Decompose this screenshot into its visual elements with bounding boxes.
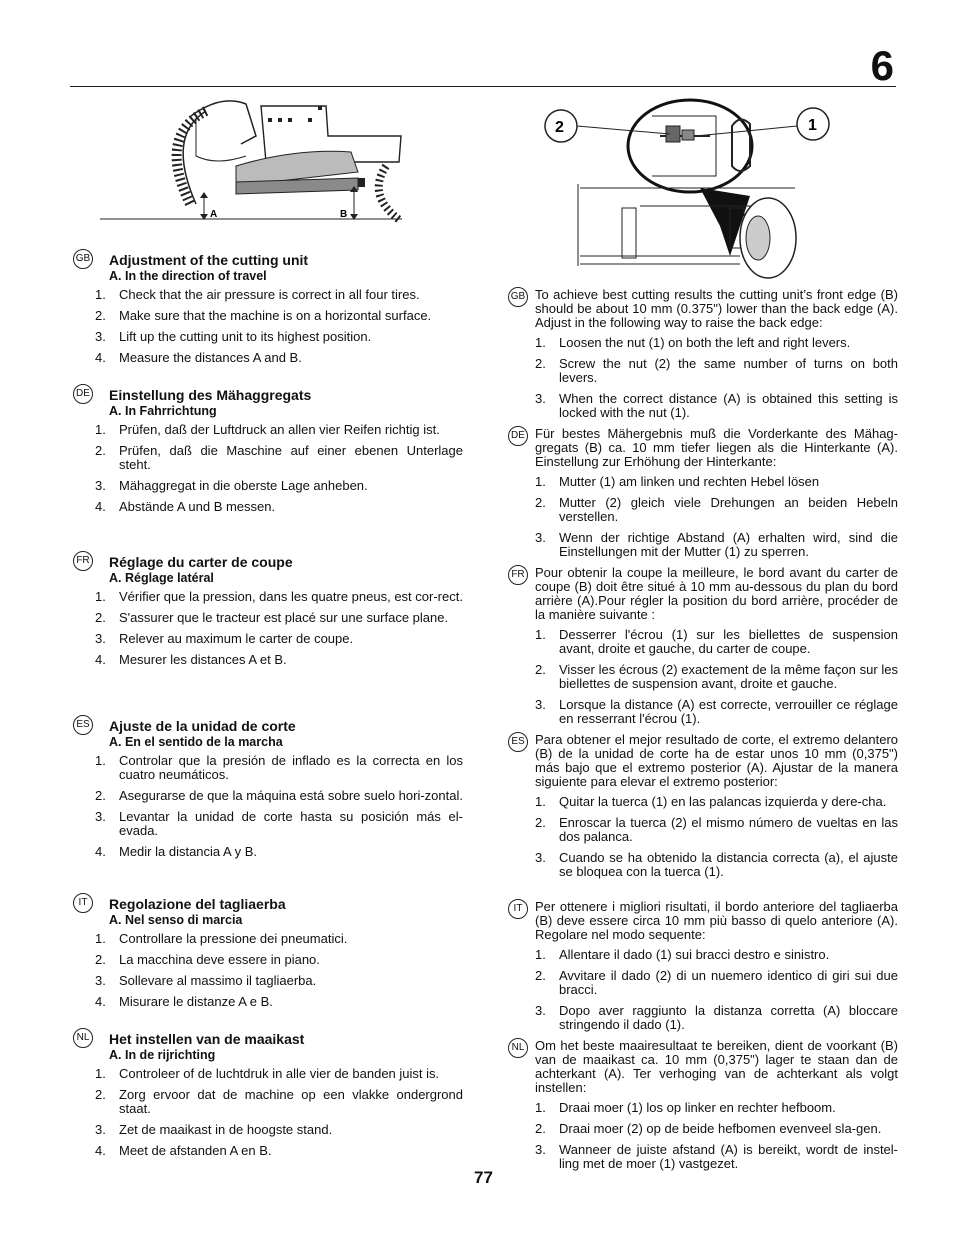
- list-item: [95, 1088, 463, 1116]
- step-text: Wanneer de juiste afstand (A) is bereikt, wordt de instel-ling met de moer (1) vastgezet.: [559, 1142, 898, 1171]
- step-text: When the correct distance (A) is obtained this setting is locked with the nut (1).: [559, 391, 898, 420]
- language-badge: NL: [73, 1028, 93, 1048]
- section-left-nl: [76, 1031, 463, 1165]
- step-number: 2.: [95, 1087, 106, 1102]
- list-item: [535, 496, 898, 524]
- list-item: [535, 392, 898, 420]
- section-right-es: [511, 732, 898, 886]
- section-subtitle: A. In the direction of travel: [109, 269, 267, 283]
- list-item: [535, 628, 898, 656]
- step-list: [535, 1101, 898, 1171]
- language-badge: ES: [73, 715, 93, 735]
- step-text: Zet de maaikast in de hoogste stand.: [119, 1122, 333, 1137]
- list-item: [95, 974, 463, 988]
- step-text: Dopo aver raggiunto la distanza corretta (A) bloccare stringendo il dado (1).: [559, 1003, 898, 1032]
- label-a: A: [210, 209, 218, 220]
- step-number: 1.: [95, 753, 106, 768]
- step-text: Measure the distances A and B.: [119, 350, 302, 365]
- language-badge: IT: [73, 893, 93, 913]
- step-text: Levantar la unidad de corte hasta su posición más el-evada.: [119, 809, 463, 838]
- language-badge: DE: [73, 384, 93, 404]
- list-item: [95, 845, 463, 859]
- language-badge: GB: [73, 249, 93, 269]
- chapter-number: 6: [870, 42, 894, 89]
- section-right-it: [513, 899, 898, 1039]
- step-text: Asegurarse de que la máquina está sobre suelo hori-zontal.: [119, 788, 463, 803]
- header-rule: [70, 86, 896, 87]
- step-number: 1.: [95, 589, 106, 604]
- list-item: [535, 357, 898, 385]
- list-item: [95, 1123, 463, 1137]
- step-text: Allentare il dado (1) sui bracci destro e sinistro.: [559, 947, 830, 962]
- step-number: 1.: [95, 422, 106, 437]
- list-item: [95, 479, 463, 493]
- step-number: 4.: [95, 844, 106, 859]
- section-left-fr: [76, 554, 463, 674]
- list-item: [95, 611, 463, 625]
- list-item: [535, 1101, 898, 1115]
- language-badge: FR: [508, 565, 528, 585]
- list-item: [535, 663, 898, 691]
- step-list: [535, 628, 898, 726]
- step-number: 3.: [95, 1122, 106, 1137]
- list-item: [535, 698, 898, 726]
- section-intro: Om het beste maairesultaat te bereiken, dient de voorkant (B) van de maaikast ca. 10 mm (0,375") lager te staan dan de achterkant (A). Ter verhoging van de achterkant als volgt instellen:: [535, 1038, 898, 1095]
- section-right-gb: [510, 287, 898, 427]
- step-text: Check that the air pressure is correct in all four tires.: [119, 287, 420, 302]
- step-list: [535, 475, 898, 559]
- list-item: [95, 423, 463, 437]
- step-number: 1.: [535, 794, 546, 809]
- list-item: [95, 754, 463, 782]
- step-number: 2.: [95, 308, 106, 323]
- step-text: Make sure that the machine is on a horizontal surface.: [119, 308, 432, 323]
- language-badge: FR: [73, 551, 93, 571]
- step-number: 3.: [535, 530, 546, 545]
- step-text: Prüfen, daß die Maschine auf einer ebenen Unterlage steht.: [119, 443, 463, 472]
- section-subtitle: A. En el sentido de la marcha: [109, 735, 283, 749]
- step-number: 2.: [95, 788, 106, 803]
- list-item: [95, 288, 463, 302]
- step-text: Mutter (2) gleich viele Drehungen an beiden Hebeln verstellen.: [559, 495, 898, 524]
- list-item: [95, 932, 463, 946]
- section-intro: Pour obtenir la coupe la meilleure, le bord avant du carter de coupe (B) doit être situé à 10 mm au-dessous du plan du bord arrière (A).Pour régler la position du bord arrière, procéder de la manière suivante :: [535, 565, 898, 622]
- step-number: 2.: [535, 815, 546, 830]
- list-item: [95, 351, 463, 365]
- step-number: 1.: [95, 287, 106, 302]
- step-text: Mesurer les distances A et B.: [119, 652, 287, 667]
- step-number: 3.: [535, 391, 546, 406]
- callout-2: 2: [555, 119, 564, 136]
- section-intro: Para obtener el mejor resultado de corte, el extremo delantero (B) de la unidad de corte ha de estar unos 10 mm (0,375") más bajo que el extremo posterior (A). Ajustar de la manera siguiente para elevar el extremo posterior:: [535, 732, 898, 789]
- language-badge: NL: [508, 1038, 528, 1058]
- list-item: [535, 336, 898, 350]
- step-number: 1.: [535, 1100, 546, 1115]
- list-item: [95, 1067, 463, 1081]
- section-subtitle: A. Réglage latéral: [109, 571, 214, 585]
- step-text: Draai moer (1) los op linker en rechter hefboom.: [559, 1100, 836, 1115]
- step-number: 3.: [535, 850, 546, 865]
- list-item: [535, 1122, 898, 1136]
- step-list: [535, 795, 898, 879]
- step-number: 1.: [535, 335, 546, 350]
- list-item: [95, 590, 463, 604]
- section-title: Einstellung des Mähaggregats: [109, 387, 312, 403]
- step-text: Screw the nut (2) the same number of turns on both levers.: [559, 356, 898, 385]
- list-item: [535, 948, 898, 962]
- list-item: [535, 851, 898, 879]
- step-text: Loosen the nut (1) on both the left and right levers.: [559, 335, 851, 350]
- step-list: [95, 932, 463, 1009]
- step-list: [535, 336, 898, 420]
- section-title: Adjustment of the cutting unit: [109, 252, 309, 268]
- section-intro: Per ottenere i migliori risultati, il bordo anteriore del tagliaerba (B) deve essere circa 10 mm più basso di quelo anteriore (A). Regolare nel modo sequente:: [535, 899, 898, 942]
- list-item: [535, 816, 898, 844]
- list-item: [95, 810, 463, 838]
- step-number: 4.: [95, 499, 106, 514]
- step-number: 1.: [535, 474, 546, 489]
- step-number: 3.: [95, 329, 106, 344]
- list-item: [535, 1143, 898, 1171]
- step-text: Mutter (1) am linken und rechten Hebel lösen: [559, 474, 820, 489]
- list-item: [535, 475, 898, 489]
- step-text: Prüfen, daß der Luftdruck an allen vier Reifen richtig ist.: [119, 422, 440, 437]
- step-list: [95, 590, 463, 667]
- step-text: Cuando se ha obtenido la distancia correcta (a), el ajuste se bloquea con la tuerca (1).: [559, 850, 898, 879]
- list-item: [95, 995, 463, 1009]
- step-text: Quitar la tuerca (1) en las palancas izquierda y dere-cha.: [559, 794, 887, 809]
- step-text: Controllare la pressione dei pneumatici.: [119, 931, 348, 946]
- list-item: [95, 330, 463, 344]
- step-number: 3.: [535, 697, 546, 712]
- step-number: 2.: [95, 610, 106, 625]
- figure-linkage-detail: [540, 96, 870, 286]
- list-item: [95, 789, 463, 803]
- language-badge: IT: [508, 899, 528, 919]
- step-number: 1.: [535, 627, 546, 642]
- list-item: [95, 309, 463, 323]
- step-number: 2.: [535, 662, 546, 677]
- section-subtitle: A. Nel senso di marcia: [109, 913, 243, 927]
- section-subtitle: A. In de rijrichting: [109, 1048, 216, 1062]
- step-text: Desserrer l'écrou (1) sur les biellettes de suspension avant, droite et gauche, du carter de coupe.: [559, 627, 898, 656]
- step-number: 1.: [95, 1066, 106, 1081]
- step-number: 1.: [535, 947, 546, 962]
- step-text: Meet de afstanden A en B.: [119, 1143, 272, 1158]
- list-item: [95, 1144, 463, 1158]
- section-right-de: [511, 426, 898, 566]
- mower-side-illustration: [96, 96, 406, 236]
- section-left-de: [76, 387, 463, 521]
- step-number: 3.: [95, 631, 106, 646]
- step-number: 4.: [95, 652, 106, 667]
- list-item: [535, 531, 898, 559]
- section-left-gb: [75, 252, 463, 372]
- step-number: 2.: [535, 495, 546, 510]
- step-number: 3.: [95, 809, 106, 824]
- linkage-illustration: [540, 96, 870, 286]
- step-text: Visser les écrous (2) exactement de la même façon sur les biellettes de suspension avant, droite et gauche.: [559, 662, 898, 691]
- step-number: 2.: [95, 952, 106, 967]
- step-text: S'assurer que le tracteur est placé sur une surface plane.: [119, 610, 449, 625]
- step-text: Enroscar la tuerca (2) el mismo número de vueltas en las dos palanca.: [559, 815, 898, 844]
- step-text: Lift up the cutting unit to its highest position.: [119, 329, 372, 344]
- step-text: Mähaggregat in die oberste Lage anheben.: [119, 478, 368, 493]
- label-b: B: [340, 209, 348, 220]
- list-item: [95, 953, 463, 967]
- step-text: Zorg ervoor dat de machine op een vlakke ondergrond staat.: [119, 1087, 463, 1116]
- list-item: [535, 795, 898, 809]
- step-number: 3.: [535, 1142, 546, 1157]
- step-text: Controlar que la presión de inflado es la correcta en los cuatro neumáticos.: [119, 753, 463, 782]
- step-number: 2.: [535, 1121, 546, 1136]
- step-number: 3.: [95, 973, 106, 988]
- step-text: Misurare le distanze A e B.: [119, 994, 273, 1009]
- figure-side-view: [96, 96, 406, 236]
- list-item: [95, 500, 463, 514]
- callout-1: 1: [808, 117, 817, 134]
- step-list: [95, 1067, 463, 1158]
- step-number: 4.: [95, 350, 106, 365]
- step-number: 2.: [95, 443, 106, 458]
- section-intro: Für bestes Mähergebnis muß die Vorderkante des Mähag-gregats (B) ca. 10 mm tiefer liegen als die Hinterkante (A). Einstellung zur Erhöhung der Hinterkante:: [535, 426, 898, 469]
- step-list: [95, 288, 463, 365]
- section-intro: To achieve best cutting results the cutting unit’s front edge (B) should be about 10 mm (0.375") lower than the back edge (A). Adjust in the following way to raise the back edge:: [535, 287, 898, 330]
- list-item: [95, 653, 463, 667]
- section-title: Ajuste de la unidad de corte: [109, 718, 296, 734]
- step-number: 1.: [95, 931, 106, 946]
- section-left-es: [76, 718, 463, 866]
- step-number: 3.: [535, 1003, 546, 1018]
- step-text: Controleer of de luchtdruk in alle vier de banden juist is.: [119, 1066, 440, 1081]
- section-title: Regolazione del tagliaerba: [109, 896, 286, 912]
- list-item: [95, 632, 463, 646]
- section-left-it: [78, 896, 463, 1016]
- language-badge: GB: [508, 287, 528, 307]
- step-text: Relever au maximum le carter de coupe.: [119, 631, 354, 646]
- step-number: 2.: [535, 356, 546, 371]
- list-item: [535, 1004, 898, 1032]
- step-text: Abstände A und B messen.: [119, 499, 276, 514]
- step-number: 2.: [535, 968, 546, 983]
- step-list: [95, 754, 463, 859]
- step-list: [95, 423, 463, 514]
- section-right-nl: [511, 1038, 898, 1178]
- step-list: [535, 948, 898, 1032]
- step-text: Draai moer (2) op de beide hefbomen evenveel sla-gen.: [559, 1121, 882, 1136]
- step-number: 3.: [95, 478, 106, 493]
- section-title: Het instellen van de maaikast: [109, 1031, 305, 1047]
- step-text: Lorsque la distance (A) est correcte, verrouiller ce réglage en resserrant l'écrou (1).: [559, 697, 898, 726]
- step-text: Vérifier que la pression, dans les quatre pneus, est cor-rect.: [119, 589, 463, 604]
- step-number: 4.: [95, 994, 106, 1009]
- step-text: Medir la distancia A y B.: [119, 844, 258, 859]
- step-text: Avvitare il dado (2) di un nuemero identico di giri sui due bracci.: [559, 968, 898, 997]
- step-text: Wenn der richtige Abstand (A) erhalten wird, sind die Einstellungen mit der Mutter (1) zu sperren.: [559, 530, 898, 559]
- language-badge: ES: [508, 732, 528, 752]
- step-text: La macchina deve essere in piano.: [119, 952, 320, 967]
- language-badge: DE: [508, 426, 528, 446]
- section-right-fr: [511, 565, 898, 733]
- list-item: [95, 444, 463, 472]
- section-title: Réglage du carter de coupe: [109, 554, 293, 570]
- page-number: 77: [474, 1168, 493, 1187]
- step-number: 4.: [95, 1143, 106, 1158]
- step-text: Sollevare al massimo il tagliaerba.: [119, 973, 317, 988]
- list-item: [535, 969, 898, 997]
- section-subtitle: A. In Fahrrichtung: [109, 404, 217, 418]
